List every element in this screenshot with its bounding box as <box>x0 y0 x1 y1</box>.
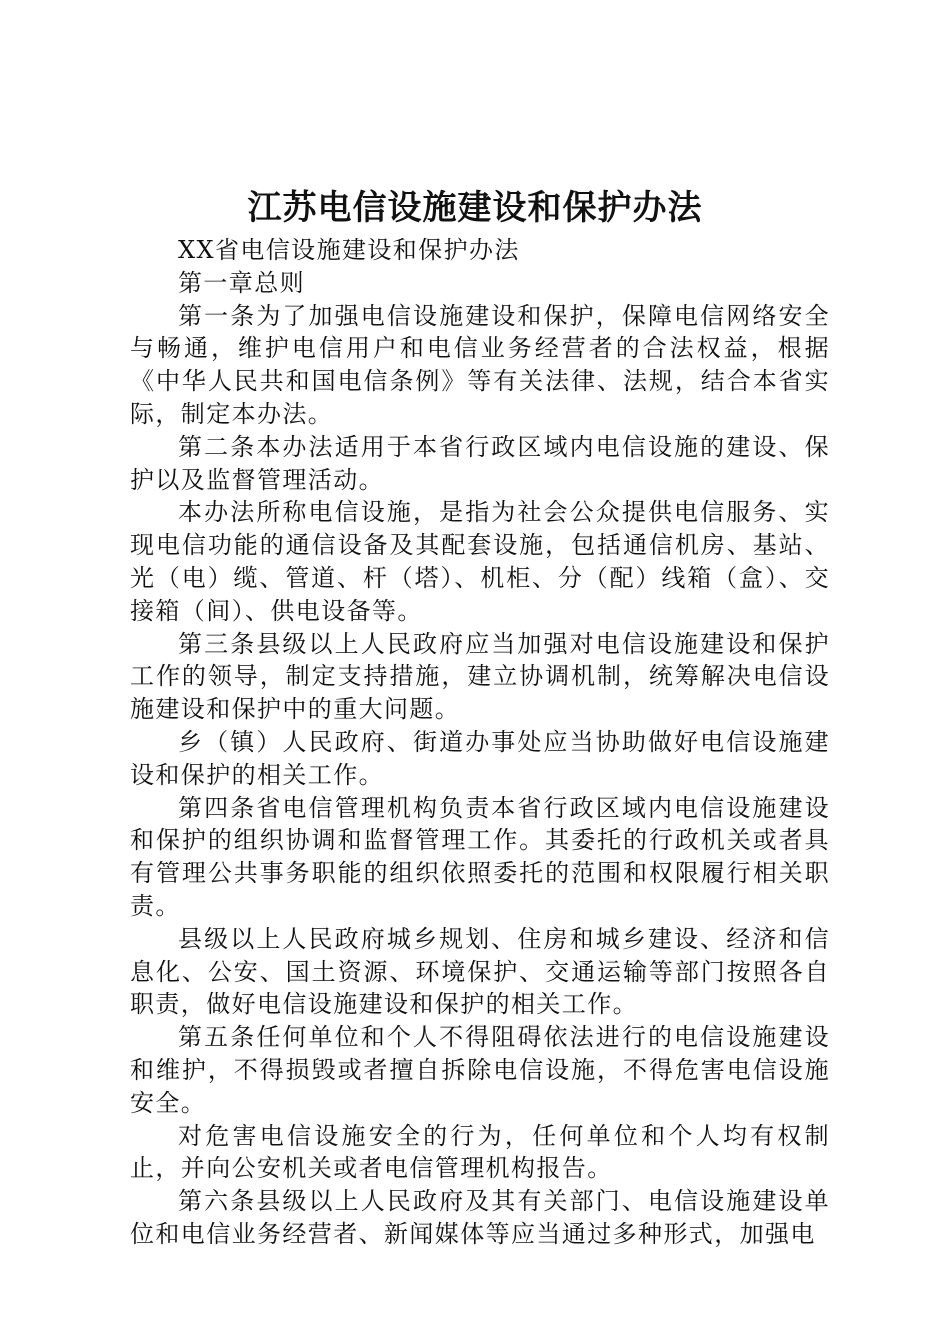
paragraph-article-6: 第六条县级以上人民政府及其有关部门、电信设施建设单位和电信业务经营者、新闻媒体等应当通过多种形式，加强电 <box>130 1187 830 1248</box>
paragraph-article-4-departments: 县级以上人民政府城乡规划、住房和城乡建设、经济和信息化、公安、国土资源、环境保护、交通运输等部门按照各自职责，做好电信设施建设和保护的相关工作。 <box>130 924 830 1019</box>
paragraph-article-3: 第三条县级以上人民政府应当加强对电信设施建设和保护工作的领导，制定支持措施，建立协调机制，统筹解决电信设施建设和保护中的重大问题。 <box>130 629 830 724</box>
paragraph-article-3-township: 乡（镇）人民政府、街道办事处应当协助做好电信设施建设和保护的相关工作。 <box>130 727 830 789</box>
paragraph-article-5-report: 对危害电信设施安全的行为，任何单位和个人均有权制止，并向公安机关或者电信管理机构报告。 <box>130 1121 830 1183</box>
paragraph-subtitle: XX省电信设施建设和保护办法 <box>178 236 520 264</box>
paragraph-article-1: 第一条为了加强电信设施建设和保护，保障电信网络安全与畅通，维护电信用户和电信业务经营者的合法权益，根据《中华人民共和国电信条例》等有关法律、法规，结合本省实际，制定本办法。 <box>130 301 830 428</box>
document-body <box>130 234 830 1251</box>
paragraph-article-5: 第五条任何单位和个人不得阻碍依法进行的电信设施建设和维护，不得损毁或者擅自拆除电信设施，不得危害电信设施安全。 <box>130 1023 830 1117</box>
paragraph-article-4: 第四条省电信管理机构负责本省行政区域内电信设施建设和保护的组织协调和监督管理工作。其委托的行政机关或者具有管理公共事务职能的组织依照委托的范围和权限履行相关职责。 <box>130 793 830 920</box>
document-title: 江苏电信设施建设和保护办法 <box>247 188 703 228</box>
paragraph-article-2-definition: 本办法所称电信设施，是指为社会公众提供电信服务、实现电信功能的通信设备及其配套设施，包括通信机房、基站、光（电）缆、管道、杆（塔）、机柜、分（配）线箱（盒）、交接箱（间）、供电设备等。 <box>130 498 830 625</box>
paragraph-article-2: 第二条本办法适用于本省行政区域内电信设施的建设、保护以及监督管理活动。 <box>130 432 830 494</box>
paragraph-chapter-heading: 第一章总则 <box>178 268 305 297</box>
